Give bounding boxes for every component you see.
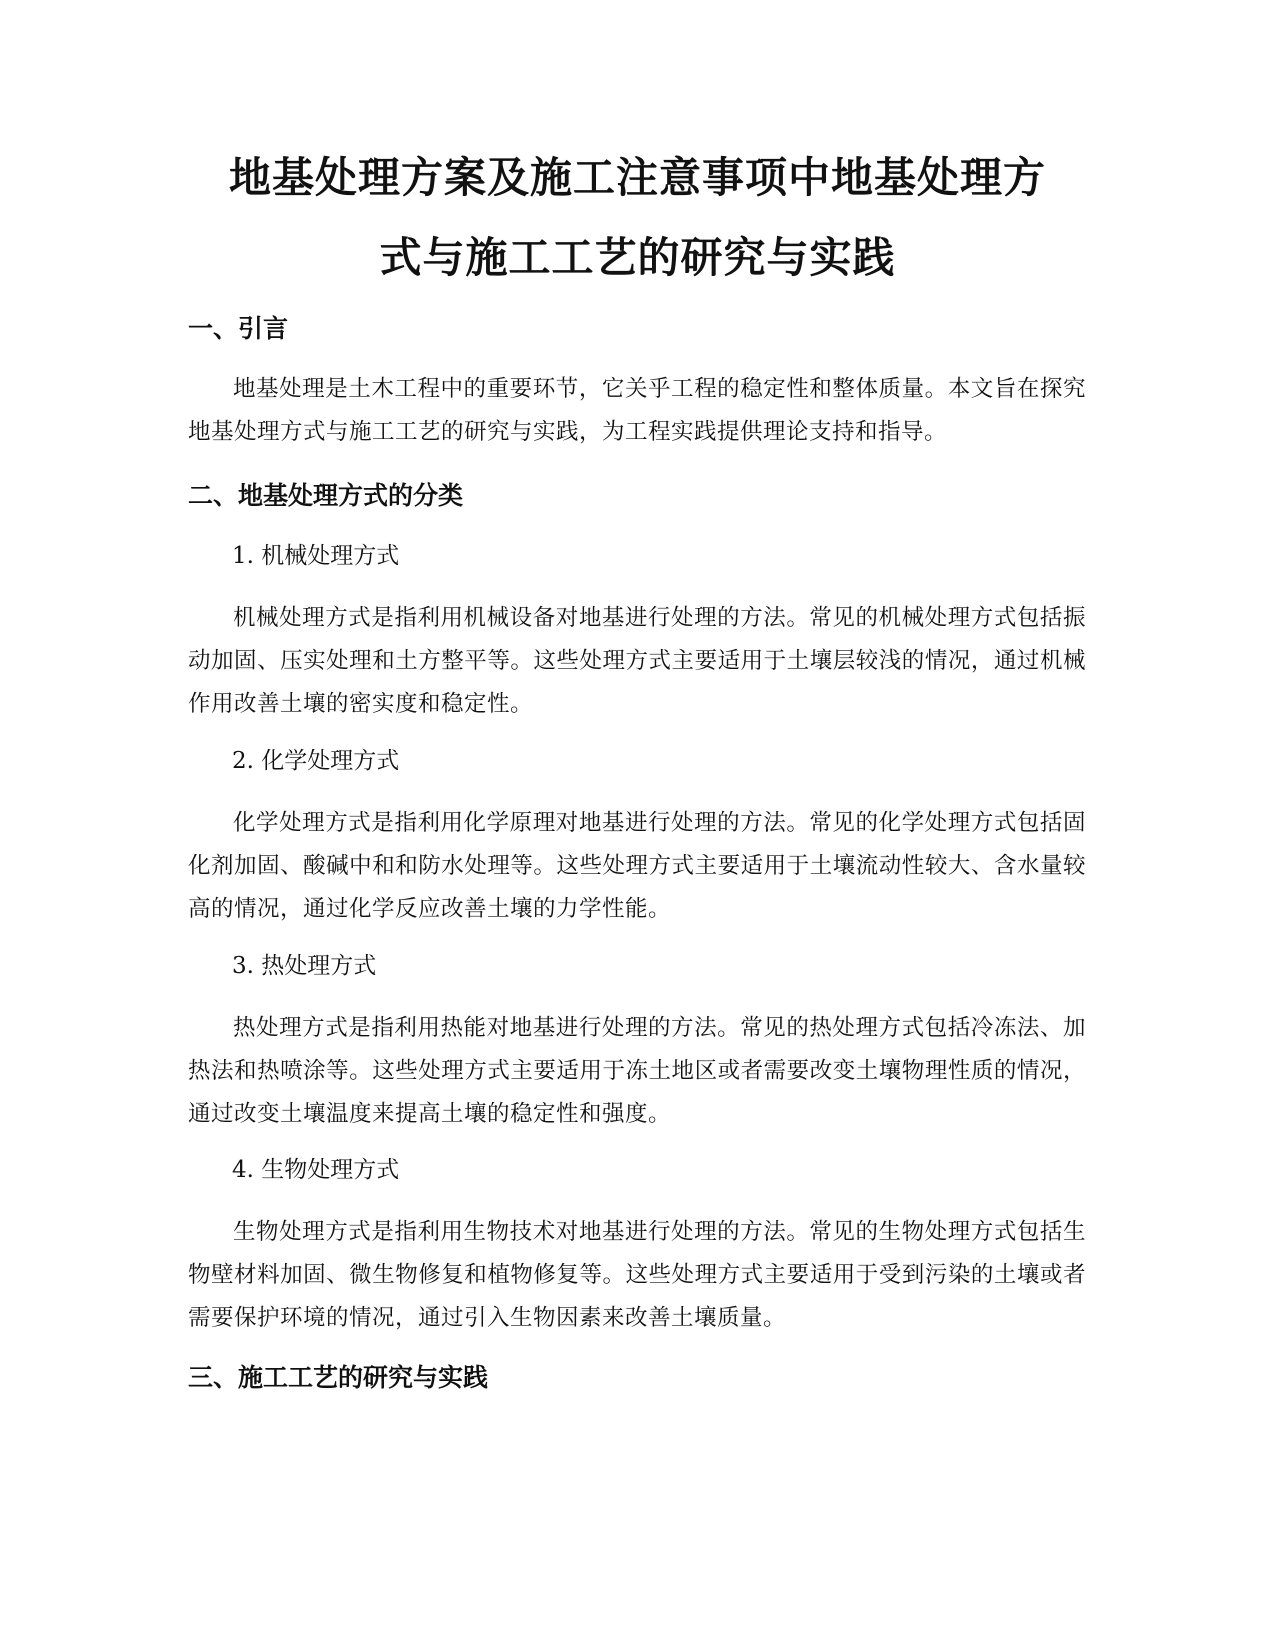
section-heading-construction: 三、施工工艺的研究与实践 (188, 1363, 489, 1392)
item-label-biological: 4. 生物处理方式 (232, 1157, 400, 1183)
title-line-1: 地基处理方案及施工注意事项中地基处理方 (228, 153, 1046, 202)
item-label-mechanical: 1. 机械处理方式 (232, 543, 400, 569)
item-paragraph-thermal: 热处理方式是指利用热能对地基进行处理的方法。常见的热处理方式包括冷冻法、加热法和热喷涂等。这些处理方式主要适用于冻土地区或者需要改变土壤物理性质的情况，通过改变土壤温度来提高土壤的稳定性和强度。 (188, 1015, 1086, 1127)
title-line-2: 式与施工工艺的研究与实践 (379, 233, 896, 282)
item-paragraph-mechanical: 机械处理方式是指利用机械设备对地基进行处理的方法。常见的机械处理方式包括振动加固、压实处理和土方整平等。这些处理方式主要适用于土壤层较浅的情况，通过机械作用改善土壤的密实度和稳定性。 (188, 605, 1086, 717)
item-paragraph-biological: 生物处理方式是指利用生物技术对地基进行处理的方法。常见的生物处理方式包括生物壁材料加固、微生物修复和植物修复等。这些处理方式主要适用于受到污染的土壤或者需要保护环境的情况，通过引入生物因素来改善土壤质量。 (188, 1219, 1086, 1331)
document-title (150, 138, 1125, 298)
section-heading-classification: 二、地基处理方式的分类 (188, 481, 464, 510)
item-label-chemical: 2. 化学处理方式 (232, 748, 400, 774)
introduction-paragraph: 地基处理是土木工程中的重要环节，它关乎工程的稳定性和整体质量。本文旨在探究地基处理方式与施工工艺的研究与实践，为工程实践提供理论支持和指导。 (188, 376, 1086, 445)
item-label-thermal: 3. 热处理方式 (232, 953, 377, 979)
section-heading-introduction: 一、引言 (188, 314, 289, 343)
item-paragraph-chemical: 化学处理方式是指利用化学原理对地基进行处理的方法。常见的化学处理方式包括固化剂加固、酸碱中和和防水处理等。这些处理方式主要适用于土壤流动性较大、含水量较高的情况，通过化学反应改善土壤的力学性能。 (188, 810, 1086, 922)
